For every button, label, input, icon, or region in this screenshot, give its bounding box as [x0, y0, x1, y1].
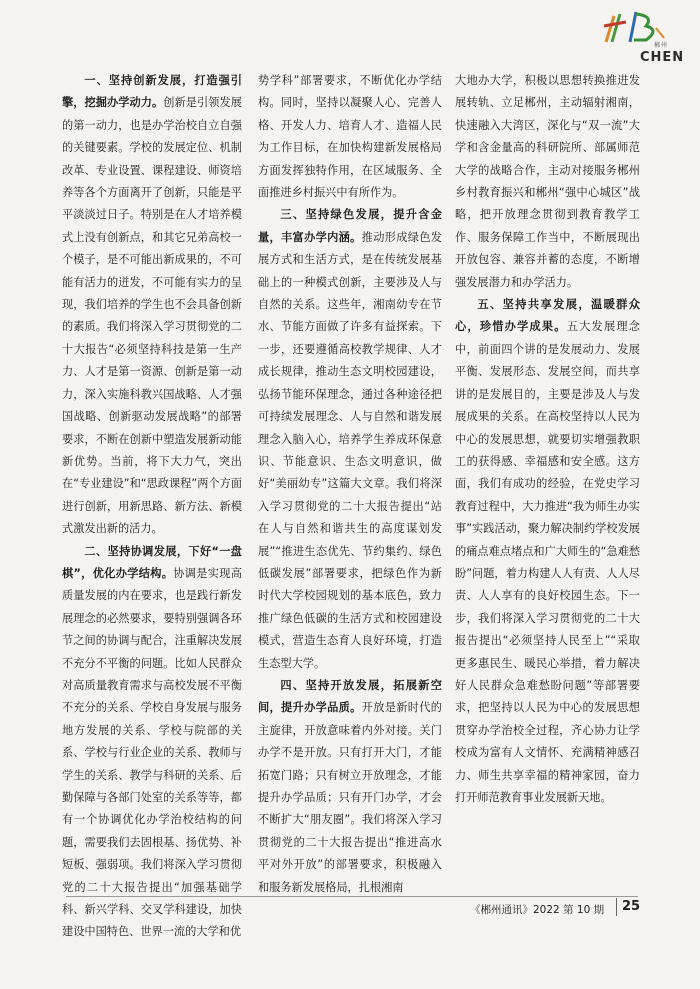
section-heading: 四、坚持开放发展，拓展新空间，提升办学品质。 — [258, 678, 442, 715]
paragraph — [455, 70, 640, 294]
paragraph-text: 推动形成绿色发展方式和生活方式，是在传统发展基础上的一种模式创新，主要涉及人与自然的关系。这些年，湘南幼专在节水、节能方面做了许多有益探索。下一步，还要遵循高校教学规律、人才成长规律，推动生态文明校园建设，弘扬节能环保理念，通过各种途径把可持续发展理念、人与自然和谐发展理念入脑入心，培养学生养成环保意识、节能意识、生态文明意识，做好“美丽幼专”这篇大文章。我们将深入学习贯彻党的二十大报告提出“站在人与自然和谐共生的高度谋划发展”“推进生态优先、节约集约、绿色低碳发展”部署要求，把绿色作为新时代大学校园规划的基本底色，致力推广绿色低碳的生活方式和校园建设模式，营造生态育人良好环境，打造生态型大学。 — [258, 230, 442, 670]
column-1 — [62, 70, 242, 944]
paragraph — [258, 204, 442, 675]
page-number: 25 — [622, 899, 641, 914]
paragraph — [62, 541, 242, 944]
section-heading: 三、坚持绿色发展，提升含金量，丰富办学内涵。 — [258, 208, 442, 244]
section-heading: 一、坚持创新发展，打造强引擎，挖掘办学动力。 — [62, 74, 242, 110]
section-heading: 五、坚持共享发展，温暖群众心，珍惜办学成果。 — [455, 298, 640, 334]
paragraph-text: 协调是实现高质量发展的内在要求，也是践行新发展理念的必然要求，要特别强调各环节之间的协调与配合，注重解决发展不充分不平衡的问题。比如人民群众对高质量教育需求与高校发展不平衡不充分的关系、学校自身发展与服务地方发展的关系、学校与院部的关系、学校与行业企业的关系、教师与学生的关系、教学与科研的关系、后勤保障与各部门处室的关系等等，都有一个协调优化办学治校结构的问题，需要我们去固根基、扬优势、补短板、强弱项。我们将深入学习贯彻党的二十大报告提出“加强基础学科、新兴学科、交叉学科建设，加快建设中国特色、世界一流的大学和优 — [62, 566, 242, 939]
paragraph — [455, 294, 640, 809]
paragraph-text: 大地办大学，积极以思想转换推进发展转轨、立足郴州，主动辐射湘南，快速融入大湾区，深化与“双一流”大学和含金量高的科研院所、部属师范大学的战略合作，主动对接服务郴州乡村教育振兴和郴州“强中心城区”战略，把开放理念贯彻到教育教学工作、服务保障工作当中，不断展现出开放包容、兼容并蓄的态度，不断增强发展潜力和办学活力。 — [455, 74, 640, 289]
section-heading: 二、坚持协调发展，下好“一盘棋”，优化办学结构。 — [62, 544, 242, 580]
paragraph-text: 开放是新时代的主旋律，开放意味着内外对接。关门办学不是开放。只有打开大门，才能拓宽门路；只有树立开放理念，才能提升办学品质；只有开门办学，才会不断扩大“朋友圈”。我们将深入学习贯彻党的二十大报告提出“推进高水平对外开放”的部署要求，积极融入和服务新发展格局，扎根湘南 — [258, 701, 442, 894]
chen-logo-graphic — [596, 8, 688, 48]
paragraph-text: 势学科”部署要求，不断优化办学结构。同时，坚持以凝聚人心、完善人格、开发人力、培育人才、造福人民为工作目标，在加快构建新发展格局方面发挥独特作用，在区域服务、全面推进乡村振兴中有所作为。 — [258, 74, 442, 200]
paragraph — [258, 70, 442, 204]
column-3 — [455, 70, 640, 809]
page-footer — [0, 896, 700, 918]
column-2 — [258, 70, 442, 899]
paragraph-text: 创新是引领发展的第一动力，也是办学治校自立自强的关键要素。学校的发展定位、机制改革、专业设置、课程建设、师资培养等各个方面离开了创新，只能是平平淡淡过日子。特别是在人才培养模式上没有创新点，和其它兄弟高校一个模子，是不可能出新成果的，不可能有活力的迸发，不可能有实力的呈现，我们培养的学生也不会具备创新的素质。我们将深入学习贯彻党的二十大报告“必须坚持科技是第一生产力、人才是第一资源、创新是第一动力，深入实施科教兴国战略、人才强国战略、创新驱动发展战略”的部署要求，不断在创新中塑造发展新动能新优势。当前，将下大力气，突出在“专业建设”和“思政课程”两个方面进行创新，用新思路、新方法、新模式激发出新的活力。 — [62, 96, 242, 536]
magazine-logo — [596, 8, 688, 66]
footer-separator — [616, 898, 617, 916]
footer-rule — [66, 896, 638, 897]
paragraph-text: 五大发展理念中，前面四个讲的是发展动力、发展平衡、发展形态、发展空间，而共享讲的是发展目的，主要是涉及人与发展成果的关系。在高校坚持以人民为中心的发展思想，就要切实增强教职工的获得感、幸福感和安全感。这方面，我们有成功的经验，在党史学习教育过程中，大力推进“我为师生办实事”实践活动，聚力解决制约学校发展的痛点难点堵点和广大师生的“急难愁盼”问题，着力构建人人有责、人人尽责、人人享有的良好校园生态。下一步，我们将深入学习贯彻党的二十大报告提出“必须坚持人民至上”“采取更多惠民生、暖民心举措，着力解决好人民群众急难愁盼问题”等部署要求，把坚持以人民为中心的发展思想贯穿办学治校全过程，齐心协力让学校成为富有人文情怀、充满精神感召力、师生共享幸福的精神家园，奋力打开师范教育事业发展新天地。 — [455, 320, 640, 804]
paragraph — [62, 70, 242, 541]
journal-issue: 《郴州通讯》2022 第 10 期 — [470, 904, 605, 916]
logo-text: CHEN — [640, 50, 685, 65]
logo-subtext: 郴州 — [654, 42, 669, 49]
paragraph — [258, 675, 442, 899]
